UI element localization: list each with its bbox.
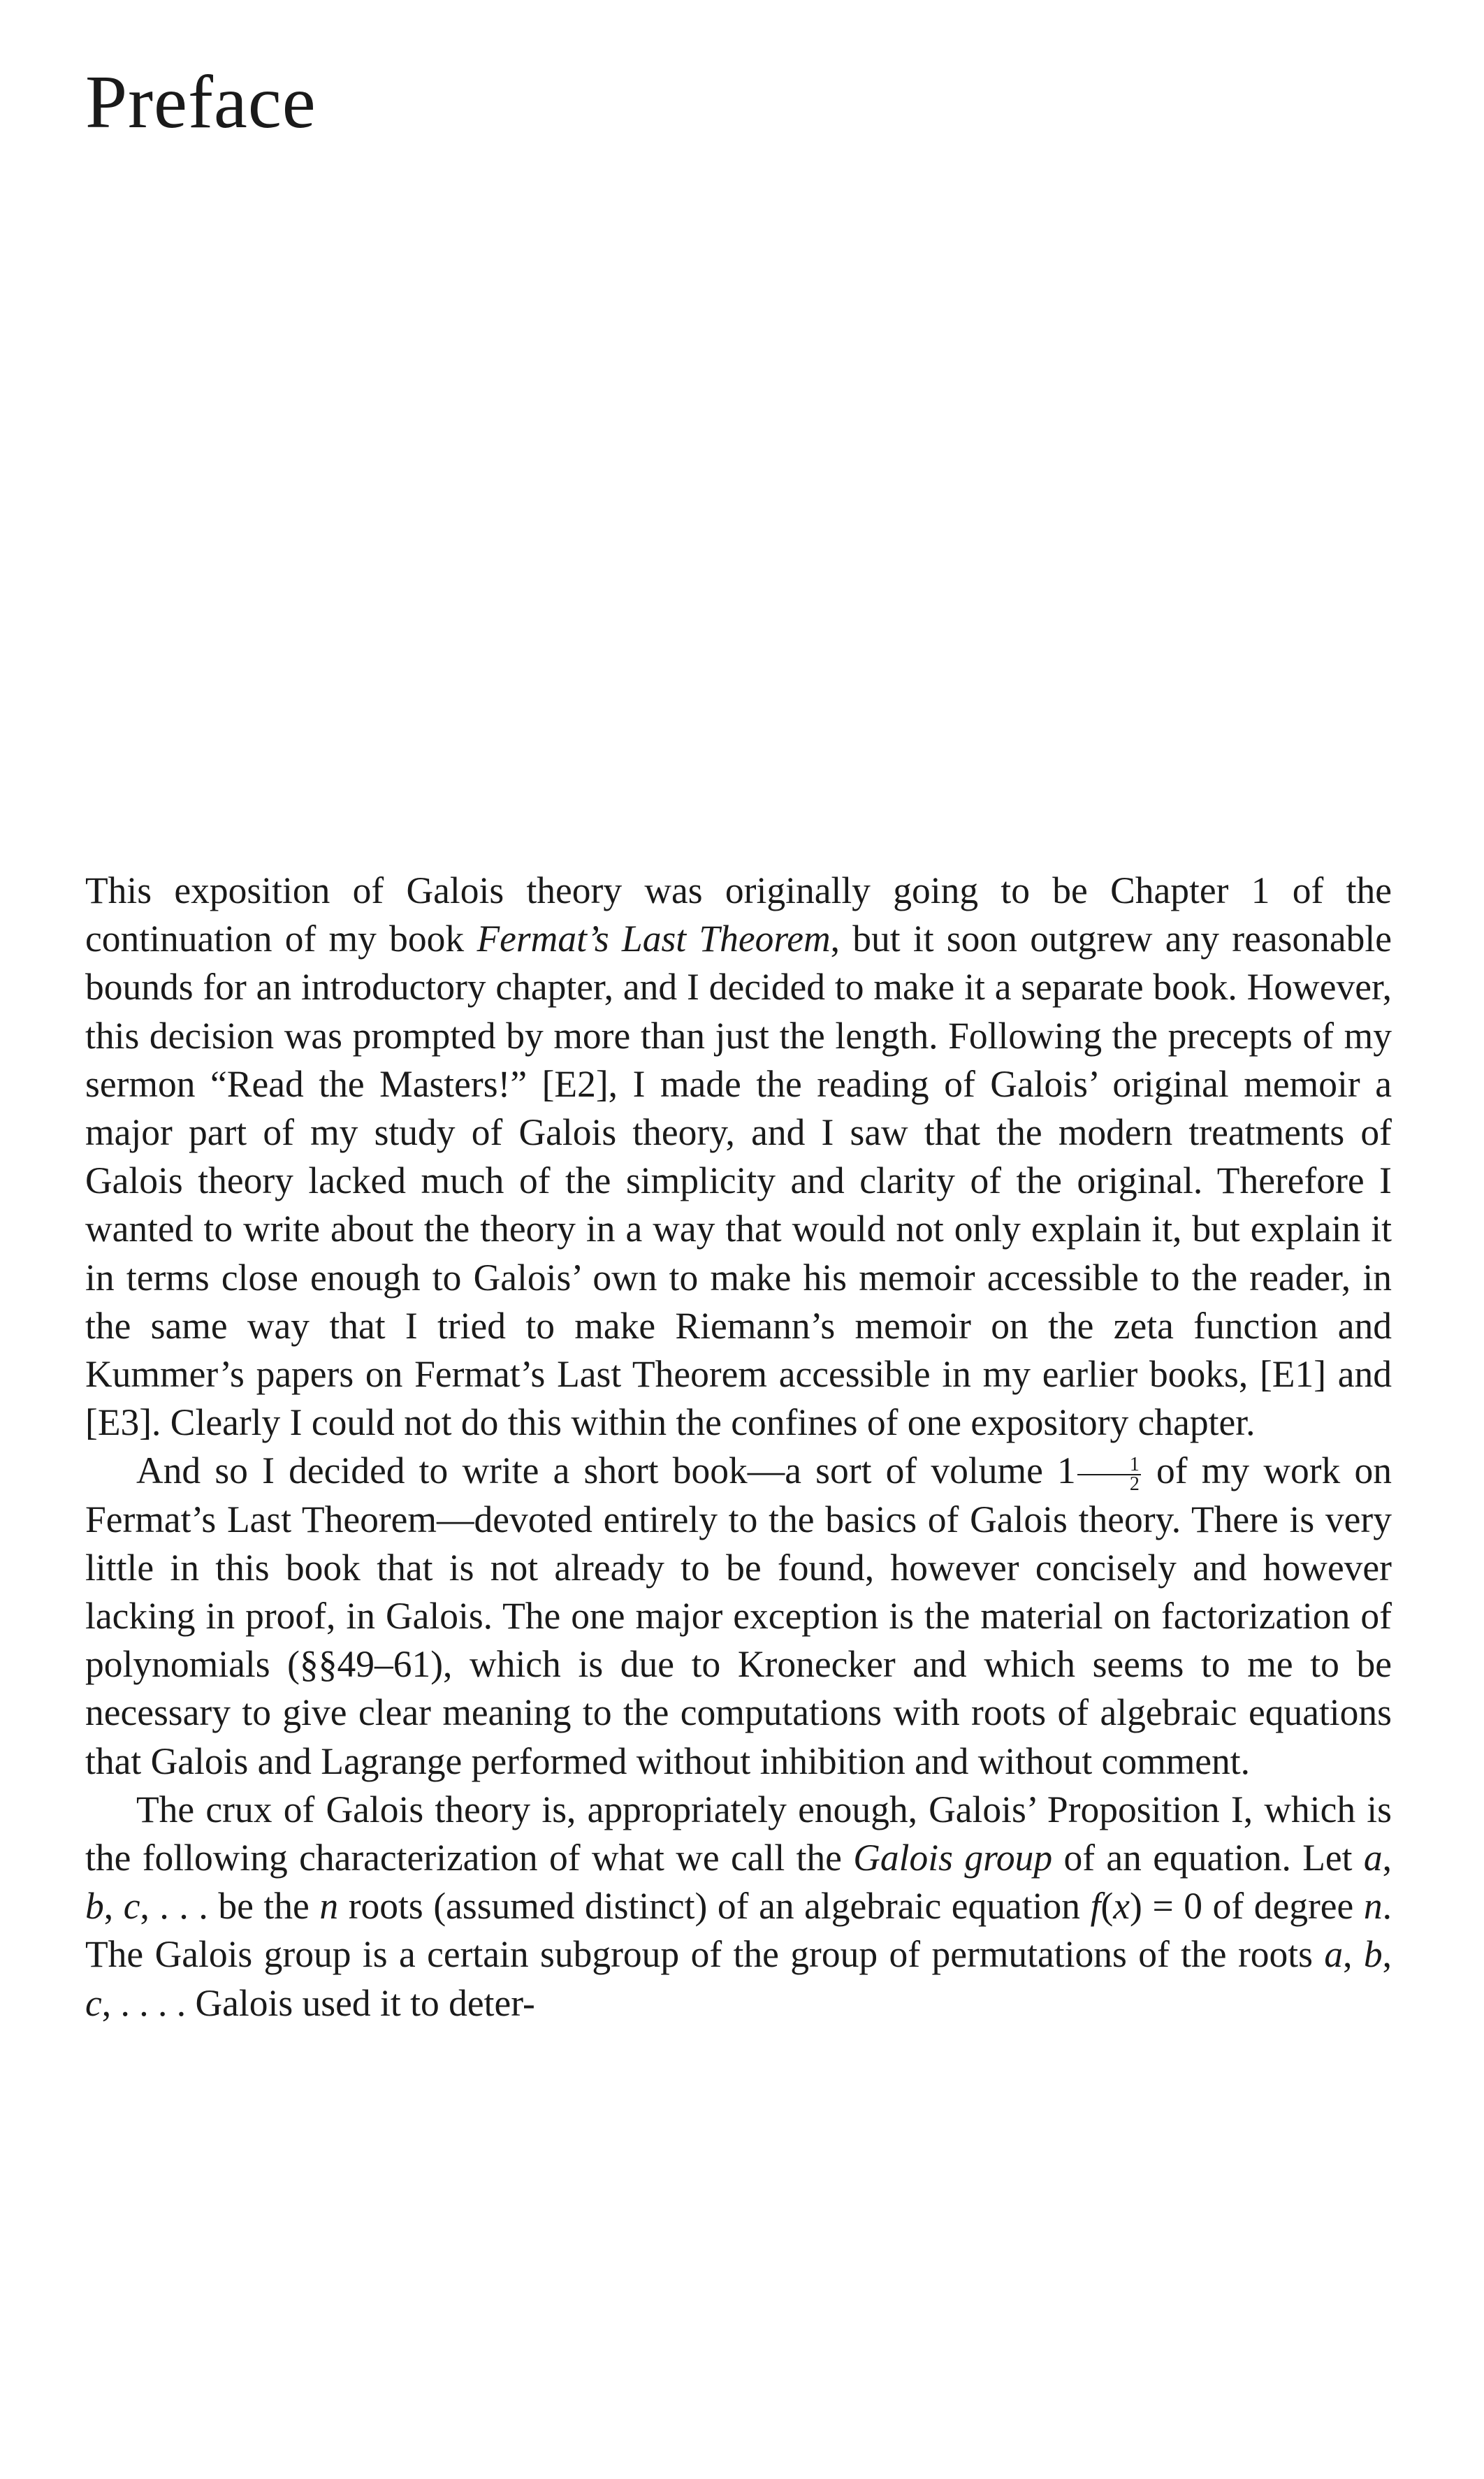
italic-text: b — [85, 1885, 104, 1928]
fraction-denominator: 2 — [1129, 1473, 1140, 1496]
italic-text: a — [1363, 1837, 1383, 1879]
italic-text: n — [1363, 1885, 1383, 1928]
text-run: roots (assumed distinct) of an algebraic equation — [338, 1885, 1091, 1928]
paragraph — [85, 867, 1392, 1447]
text-run: And so I decided to write a short book—a sort of volume 1 — [136, 1450, 1076, 1492]
text-run: . The Galois group is a certain subgroup of the group of permutations of the roots — [85, 1885, 1392, 1976]
italic-text: f — [1090, 1885, 1101, 1928]
text-run: , — [1382, 1933, 1392, 1976]
preface-body — [85, 867, 1392, 2028]
text-run: of an equation. Let — [1052, 1837, 1364, 1879]
italic-text: Galois group — [853, 1837, 1053, 1879]
text-run: ) = 0 of degree — [1130, 1885, 1364, 1928]
text-run: , — [103, 1885, 124, 1928]
italic-text: Fermat’s Last Theorem — [477, 918, 831, 960]
paragraph — [85, 1447, 1392, 1785]
text-run: of my work on Fermat’s Last Theorem—devoted entirely to the basics of Galois theory. There is very little in this book that is not already to be found, however concisely and however lacking in proof, in Galois. The one major exception is the material on factorization of polynomials (§§49–61), which is due to Kronecker and which seems to me to be necessary to give clear meaning to the computations with roots of algebraic equations that Galois and Lagrange performed without inhibition and without comment. — [85, 1450, 1392, 1782]
italic-text: b — [1363, 1933, 1383, 1976]
text-run: , . . . . Galois used it to deter- — [101, 1981, 535, 2024]
italic-text: n — [319, 1885, 339, 1928]
text-run: , — [1343, 1933, 1364, 1976]
italic-text: a — [1324, 1933, 1344, 1976]
paragraph — [85, 1786, 1392, 2028]
text-run: The crux of Galois theory is, appropriately enough, Galois’ Proposition I, which is the following characterization of what we call the — [85, 1788, 1392, 1879]
text-run: ( — [1100, 1885, 1114, 1928]
italic-text: c — [85, 1981, 102, 2024]
fraction — [1077, 1456, 1141, 1494]
text-run: , — [1382, 1837, 1392, 1879]
fraction-numerator: 1 — [1077, 1456, 1141, 1475]
text-run: This exposition of Galois theory was originally going to be Chapter 1 of the continuation of my book — [85, 869, 1392, 960]
text-run: , . . . be the — [140, 1885, 320, 1928]
italic-text: c — [123, 1885, 140, 1928]
italic-text: x — [1113, 1885, 1130, 1928]
text-run: , but it soon outgrew any reasonable bounds for an introductory chapter, and I decided to make it a separate book. However, this decision was prompted by more than just the length. Following the precepts of my sermon “Read the Masters!” [E2], I made the reading of Galois’ original memoir a major part of my study of Galois theory, and I saw that the modern treatments of Galois theory lacked much of the simplicity and clarity of the original. Therefore I wanted to write about the theory in a way that would not only explain it, but explain it in terms close enough to Galois’ own to make his memoir accessible to the reader, in the same way that I tried to make Riemann’s memoir on the zeta function and Kummer’s papers on Fermat’s Last Theorem accessible in my earlier books, [E1] and [E3]. Clearly I could not do this within the confines of one expository chapter. — [85, 918, 1392, 1444]
page-title: Preface — [85, 61, 317, 144]
